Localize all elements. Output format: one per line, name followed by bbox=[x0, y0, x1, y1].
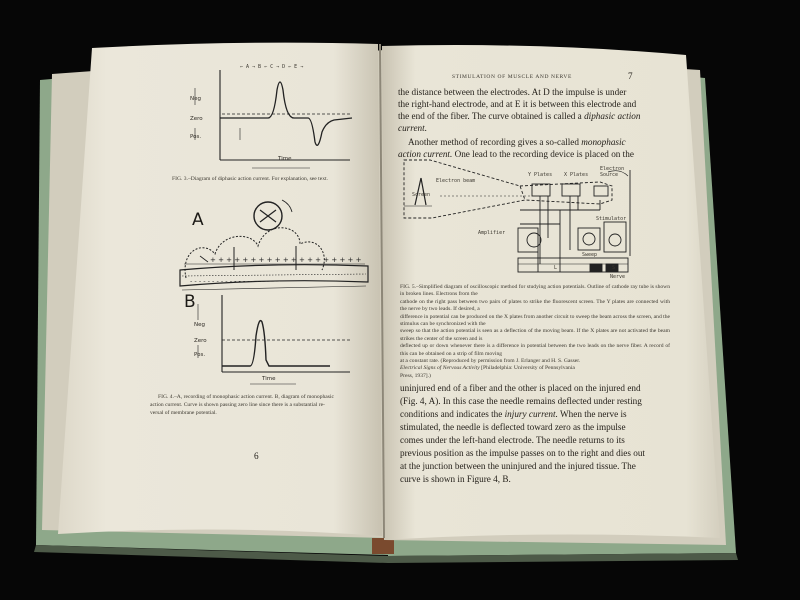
paragraph-3-line-2: (Fig. 4, A). In this case the needle remains deflected under resting bbox=[400, 396, 642, 406]
paragraph-2-line-2-text: One lead to the recording device is placed on the bbox=[452, 149, 634, 159]
fig4a-plus-row: + + + + + + + + + + + + + + + + + + + bbox=[210, 256, 362, 264]
fig5-caption-line-7-text: [Philadelphia: University of Pennsylvania bbox=[479, 365, 575, 372]
paragraph-2-term-end: action current. bbox=[398, 149, 453, 159]
paragraph-2-line-1 bbox=[408, 136, 626, 148]
fig4b-ylabel-zero: Zero bbox=[194, 338, 207, 344]
paragraph-3-line-8: curve is shown in Figure 4, B. bbox=[400, 474, 511, 484]
paragraph-2-line-1-text: Another method of recording gives a so-called bbox=[408, 137, 582, 147]
paragraph-1-line-1: the distance between the electrodes. At D the impulse is under bbox=[398, 87, 627, 97]
paragraph-3-line-3-tail: When the nerve is bbox=[557, 409, 627, 419]
paragraph-3-line-5: comes under the left-hand electrode. The needle returns to its bbox=[400, 435, 625, 445]
paragraph-2-line-2 bbox=[398, 148, 634, 160]
fig5-label-electron-beam: Electron beam bbox=[436, 178, 476, 184]
fig5-caption bbox=[400, 284, 670, 380]
fig4b-xlabel: Time bbox=[262, 376, 276, 382]
paragraph-3-line-3-text: conditions and indicates the bbox=[400, 409, 505, 419]
fig5-label-lead-l: L bbox=[554, 265, 558, 271]
right-page-number: 7 bbox=[628, 71, 633, 81]
fig5-caption-line-4: sweep so that the action potential is seen as a deflection of the moving beam. If the X plates are not activated the beam strikes the center of the screen and is bbox=[400, 328, 670, 342]
paragraph-1-line-3-text: the end of the fiber. The curve obtained is called a bbox=[398, 111, 585, 121]
fig5-label-sweep: Sweep bbox=[582, 252, 598, 258]
fig3-ylabel-neg: Neg bbox=[190, 96, 201, 102]
paragraph-1-term-end: current. bbox=[398, 123, 428, 133]
paragraph-3-line-7: at the junction between the uninjured and the injured tissue. The bbox=[400, 461, 636, 471]
fig4-panel-b-label: B bbox=[184, 292, 196, 312]
paragraph-3-term: injury current. bbox=[504, 409, 558, 419]
fig5-caption-line-8: Press, 1937].) bbox=[400, 372, 431, 379]
fig5-label-x-plates: X Plates bbox=[564, 172, 589, 178]
paragraph-3-line-1: uninjured end of a fiber and the other is placed on the injured end bbox=[400, 383, 641, 393]
fig4a-minus-row: - - - - - - - - - - - - - - - - - - - - - bbox=[190, 277, 281, 285]
fig5-caption-line-2: cathode on the right pass between two pairs of plates to strike the fluorescent screen. The Y plates are connected with the nerve by two leads. If desired, a bbox=[400, 298, 670, 313]
paragraph-3-line-6: previous position as the impulse passes on to the right and dies out bbox=[400, 448, 645, 458]
paragraph-1-line-2: the right-hand electrode, and at E it is between this electrode and bbox=[398, 99, 637, 109]
fig4b-ylabel-neg: Neg bbox=[194, 322, 205, 328]
fig4-caption-line-3: versal of membrane potential. bbox=[150, 410, 217, 416]
fig5-caption-line-7 bbox=[400, 365, 670, 372]
fig5-label-electron-source-1: Electron bbox=[600, 166, 625, 172]
fig4-panel-a-label: A bbox=[192, 210, 204, 230]
fig5-label-amplifier: Amplifier bbox=[478, 230, 506, 236]
fig5-caption-line-1: FIG. 5.–Simplified diagram of oscilloscopic method for studying action potentials. Outline of cathode ray tube is shown in broken lines. Electrons from the bbox=[400, 284, 670, 298]
fig5-label-screen: Screen bbox=[412, 192, 431, 198]
fig5-caption-line-3: difference in potential can be produced on the X plates from another circuit to sweep the beam across the screen, and the stimulus can be synchronized with the bbox=[400, 313, 670, 328]
fig3-ylabel-zero: Zero bbox=[190, 116, 203, 122]
paragraph-2-term: monophasic bbox=[581, 137, 626, 147]
spine-bottom bbox=[372, 538, 394, 554]
fig4-caption-line-2: action current. Curve is shown passing zero line since there is a substantial re- bbox=[150, 402, 325, 408]
paragraph-1-line-3 bbox=[398, 110, 640, 122]
paragraph-1-line-4 bbox=[398, 122, 427, 134]
fig3-top-labels: ← A → B ← C → D ← E → bbox=[240, 64, 304, 70]
fig5-label-stimulator: Stimulator bbox=[596, 216, 627, 222]
fig5-label-nerve: Nerve bbox=[610, 274, 626, 280]
paragraph-3-line-3 bbox=[400, 408, 627, 420]
fig4-caption-line-1: FIG. 4.–A, recording of monophasic action current. B, diagram of monophasic bbox=[158, 394, 335, 400]
fig5-label-y-plates: Y Plates bbox=[528, 172, 553, 178]
fig5-caption-book-title: Electrical Signs of Nervous Activity bbox=[400, 365, 480, 372]
fig3-xlabel: Time bbox=[278, 156, 292, 162]
running-head: STIMULATION OF MUSCLE AND NERVE bbox=[452, 74, 572, 80]
fig4b-ylabel-pos: Pos. bbox=[194, 352, 206, 358]
fig3-caption: FIG. 3.–Diagram of diphasic action current. For explanation, see text. bbox=[172, 176, 328, 182]
fig3-ylabel-pos: Pos. bbox=[190, 134, 202, 140]
paragraph-1-term: diphasic action bbox=[584, 111, 641, 121]
fig5-caption-line-5: deflected up or down whenever there is a difference in potential between the two leads on the nerve fiber. A record of this can be obtained on a strip of film moving bbox=[400, 343, 670, 357]
paragraph-3-line-4: stimulated, the needle is deflected toward zero as the impulse bbox=[400, 422, 626, 432]
fig5-caption-line-6: at a constant rate. (Reproduced by permission from J. Erlanger and H. S. Gasser. bbox=[400, 358, 581, 365]
fig5-label-electron-source-2: Source bbox=[600, 172, 619, 178]
fig5-label-lead-s: S bbox=[612, 265, 616, 271]
left-page-number: 6 bbox=[254, 451, 259, 461]
